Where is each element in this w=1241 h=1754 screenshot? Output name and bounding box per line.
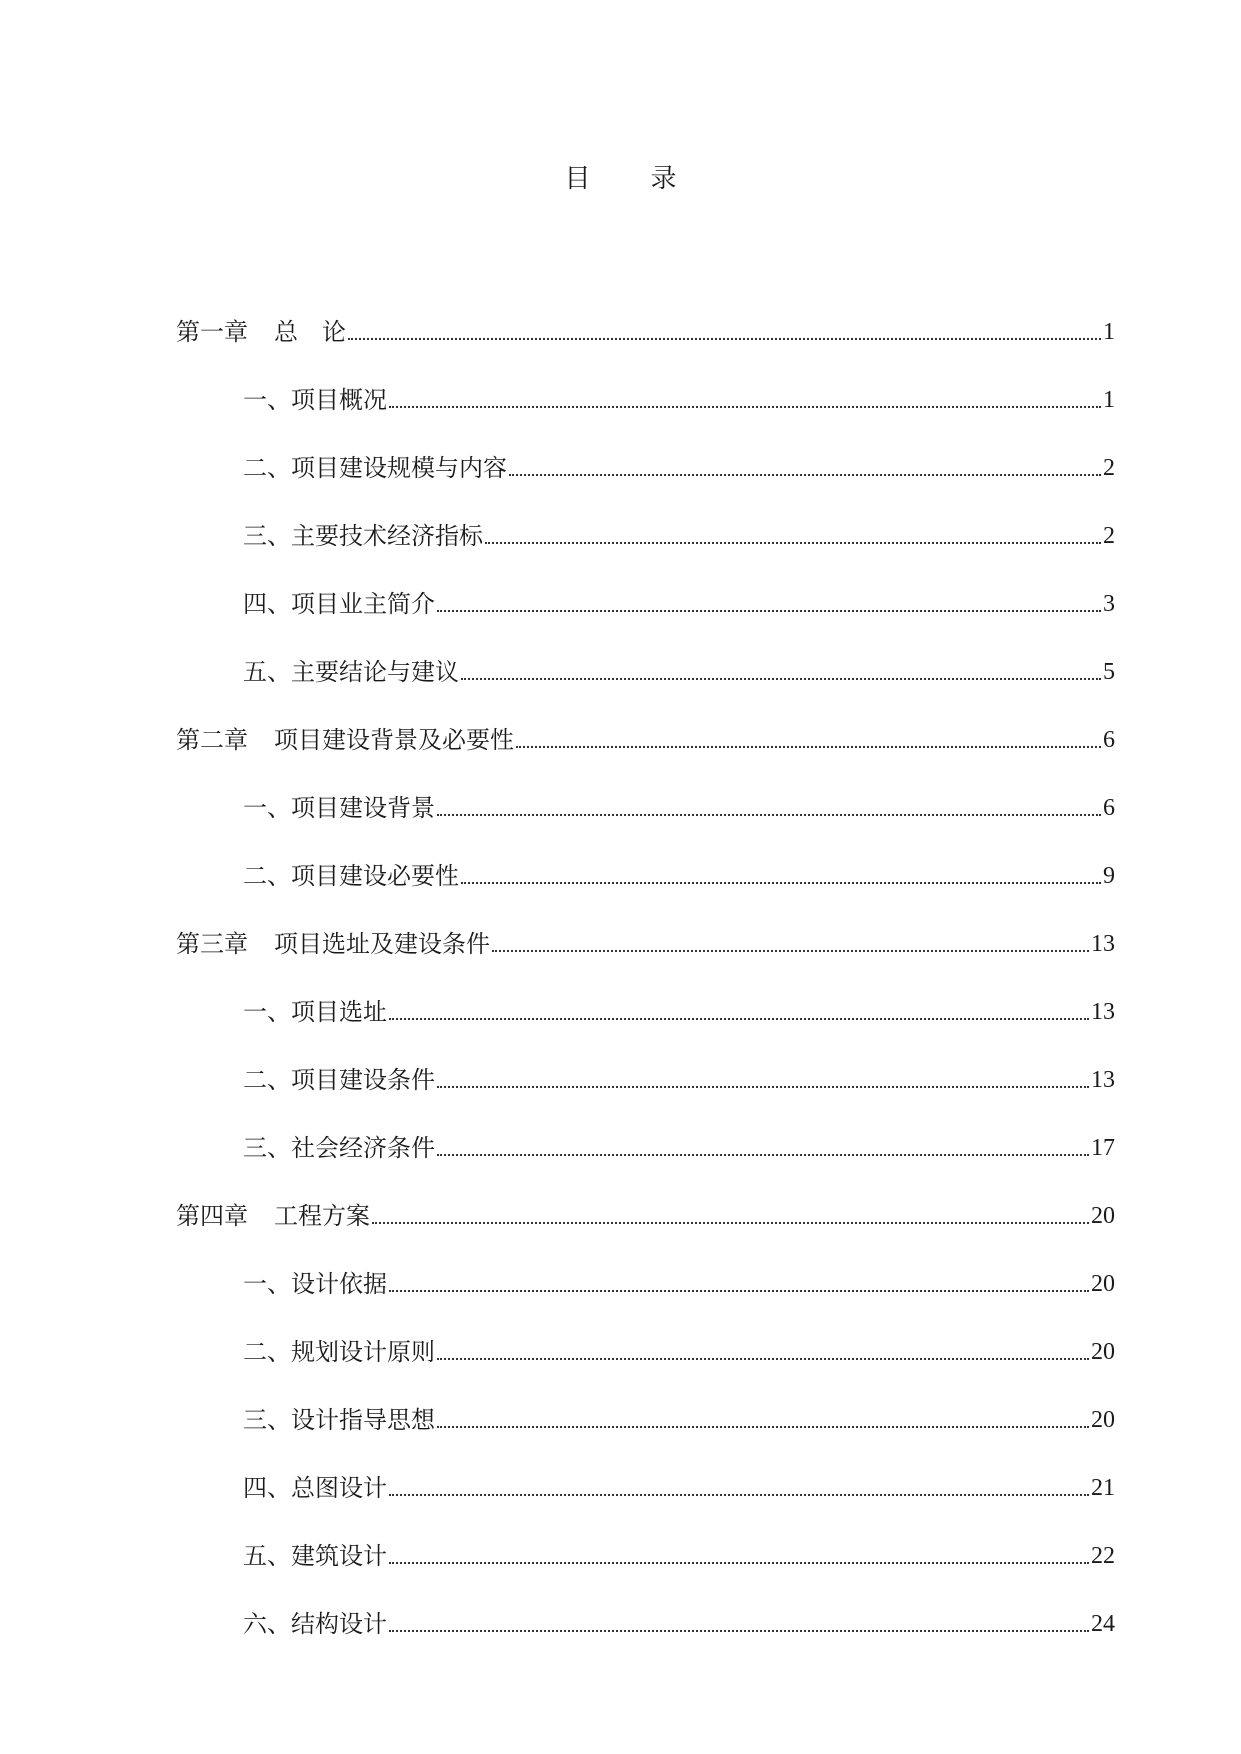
- toc-page-number: 17: [1091, 1135, 1115, 1161]
- toc-entry-number: 二、: [243, 1338, 291, 1366]
- toc-page-number: 13: [1091, 1067, 1115, 1093]
- toc-entry-number: 三、: [243, 1406, 291, 1434]
- toc-entry-number: 二、: [243, 1066, 291, 1094]
- dot-leader: [348, 338, 1101, 340]
- dot-leader: [372, 1222, 1089, 1224]
- toc-entry-text: 项目概况: [291, 386, 387, 414]
- toc-page-number: 9: [1103, 863, 1115, 889]
- toc-chapter-entry[interactable]: [176, 1163, 1115, 1231]
- toc-entry-number: 三、: [243, 1134, 291, 1162]
- toc-entry-text: 规划设计原则: [291, 1338, 435, 1366]
- toc-entry-text: 设计指导思想: [291, 1406, 435, 1434]
- dot-leader: [485, 542, 1101, 544]
- dot-leader: [516, 746, 1101, 748]
- dot-leader: [492, 950, 1089, 952]
- toc-page-number: 20: [1091, 1339, 1115, 1365]
- toc-entry-label: [243, 589, 435, 619]
- toc-page-number: 3: [1103, 591, 1115, 617]
- toc-section-entry[interactable]: [176, 483, 1115, 551]
- toc-chapter-entry[interactable]: [176, 279, 1115, 347]
- toc-entry-label: [243, 1065, 435, 1095]
- toc-entry-text: 结构设计: [291, 1610, 387, 1638]
- toc-page-number: 1: [1103, 319, 1115, 345]
- toc-entry-label: [176, 1201, 370, 1231]
- dot-leader: [389, 406, 1101, 408]
- toc-entry-label: [243, 385, 387, 415]
- dot-leader: [437, 814, 1101, 816]
- toc-section-entry[interactable]: [176, 1571, 1115, 1639]
- toc-section-entry[interactable]: [176, 619, 1115, 687]
- toc-page-number: 24: [1091, 1611, 1115, 1637]
- toc-page-number: 20: [1091, 1407, 1115, 1433]
- toc-entry-text: 项目建设规模与内容: [291, 454, 507, 482]
- dot-leader: [461, 678, 1101, 680]
- toc-entry-number: 二、: [243, 862, 291, 890]
- toc-page-number: 1: [1103, 387, 1115, 413]
- toc-section-entry[interactable]: [176, 1027, 1115, 1095]
- toc-entry-label: [243, 793, 435, 823]
- dot-leader: [389, 1494, 1089, 1496]
- toc-page-number: 6: [1103, 795, 1115, 821]
- toc-section-entry[interactable]: [176, 1231, 1115, 1299]
- table-of-contents: [176, 279, 1115, 1639]
- toc-page-number: 5: [1103, 659, 1115, 685]
- toc-chapter-entry[interactable]: [176, 687, 1115, 755]
- toc-section-entry[interactable]: [176, 551, 1115, 619]
- toc-section-entry[interactable]: [176, 823, 1115, 891]
- toc-entry-text: 工程方案: [274, 1202, 370, 1230]
- dot-leader: [437, 610, 1101, 612]
- toc-entry-text: 社会经济条件: [291, 1134, 435, 1162]
- toc-entry-number: 四、: [243, 590, 291, 618]
- toc-entry-text: 设计依据: [291, 1270, 387, 1298]
- dot-leader: [437, 1154, 1089, 1156]
- toc-entry-number: 一、: [243, 998, 291, 1026]
- toc-entry-label: [176, 929, 490, 959]
- toc-section-entry[interactable]: [176, 347, 1115, 415]
- toc-page-number: 13: [1091, 999, 1115, 1025]
- dot-leader: [389, 1630, 1089, 1632]
- toc-entry-number: 一、: [243, 386, 291, 414]
- toc-entry-text: 总 论: [274, 318, 346, 346]
- toc-title-char-1: 目: [564, 164, 591, 194]
- dot-leader: [437, 1426, 1089, 1428]
- toc-entry-text: 主要技术经济指标: [291, 522, 483, 550]
- toc-entry-number: 五、: [243, 1542, 291, 1570]
- toc-entry-label: [243, 657, 459, 687]
- toc-entry-label: [243, 453, 507, 483]
- toc-page-number: 21: [1091, 1475, 1115, 1501]
- toc-page-number: 6: [1103, 727, 1115, 753]
- toc-section-entry[interactable]: [176, 1503, 1115, 1571]
- toc-entry-label: [176, 725, 514, 755]
- toc-entry-number: 第一章: [176, 318, 248, 346]
- toc-entry-label: [243, 1337, 435, 1367]
- toc-section-entry[interactable]: [176, 755, 1115, 823]
- dot-leader: [389, 1018, 1089, 1020]
- toc-entry-text: 项目业主简介: [291, 590, 435, 618]
- toc-entry-label: [243, 1133, 435, 1163]
- toc-entry-label: [243, 1405, 435, 1435]
- toc-page-number: 20: [1091, 1203, 1115, 1229]
- toc-entry-text: 项目选址: [291, 998, 387, 1026]
- toc-entry-label: [243, 1269, 387, 1299]
- toc-entry-number: 四、: [243, 1474, 291, 1502]
- toc-section-entry[interactable]: [176, 1367, 1115, 1435]
- toc-entry-text: 项目建设背景: [291, 794, 435, 822]
- toc-page-number: 13: [1091, 931, 1115, 957]
- toc-page-number: 2: [1103, 455, 1115, 481]
- dot-leader: [509, 474, 1101, 476]
- toc-entry-number: 五、: [243, 658, 291, 686]
- dot-leader: [461, 882, 1101, 884]
- toc-entry-number: 一、: [243, 794, 291, 822]
- toc-title: [0, 158, 1241, 195]
- toc-entry-text: 建筑设计: [291, 1542, 387, 1570]
- toc-chapter-entry[interactable]: [176, 891, 1115, 959]
- toc-entry-text: 项目建设背景及必要性: [274, 726, 514, 754]
- toc-page-number: 2: [1103, 523, 1115, 549]
- toc-section-entry[interactable]: [176, 1435, 1115, 1503]
- toc-entry-label: [243, 1473, 387, 1503]
- toc-entry-text: 总图设计: [291, 1474, 387, 1502]
- dot-leader: [437, 1086, 1089, 1088]
- toc-page-number: 22: [1091, 1543, 1115, 1569]
- toc-entry-number: 第三章: [176, 930, 248, 958]
- dot-leader: [389, 1290, 1089, 1292]
- toc-entry-label: [243, 1541, 387, 1571]
- toc-entry-number: 一、: [243, 1270, 291, 1298]
- toc-section-entry[interactable]: [176, 959, 1115, 1027]
- toc-entry-text: 项目建设必要性: [291, 862, 459, 890]
- toc-entry-number: 第四章: [176, 1202, 248, 1230]
- toc-section-entry[interactable]: [176, 415, 1115, 483]
- toc-entry-label: [176, 317, 346, 347]
- toc-entry-number: 六、: [243, 1610, 291, 1638]
- toc-page-number: 20: [1091, 1271, 1115, 1297]
- toc-entry-text: 项目建设条件: [291, 1066, 435, 1094]
- toc-entry-number: 三、: [243, 522, 291, 550]
- toc-entry-text: 项目选址及建设条件: [274, 930, 490, 958]
- toc-entry-label: [243, 521, 483, 551]
- toc-entry-number: 二、: [243, 454, 291, 482]
- toc-entry-number: 第二章: [176, 726, 248, 754]
- toc-entry-label: [243, 997, 387, 1027]
- toc-entry-text: 主要结论与建议: [291, 658, 459, 686]
- toc-section-entry[interactable]: [176, 1095, 1115, 1163]
- dot-leader: [389, 1562, 1089, 1564]
- dot-leader: [437, 1358, 1089, 1360]
- toc-entry-label: [243, 861, 459, 891]
- toc-entry-label: [243, 1609, 387, 1639]
- toc-title-char-2: 录: [650, 164, 677, 194]
- toc-section-entry[interactable]: [176, 1299, 1115, 1367]
